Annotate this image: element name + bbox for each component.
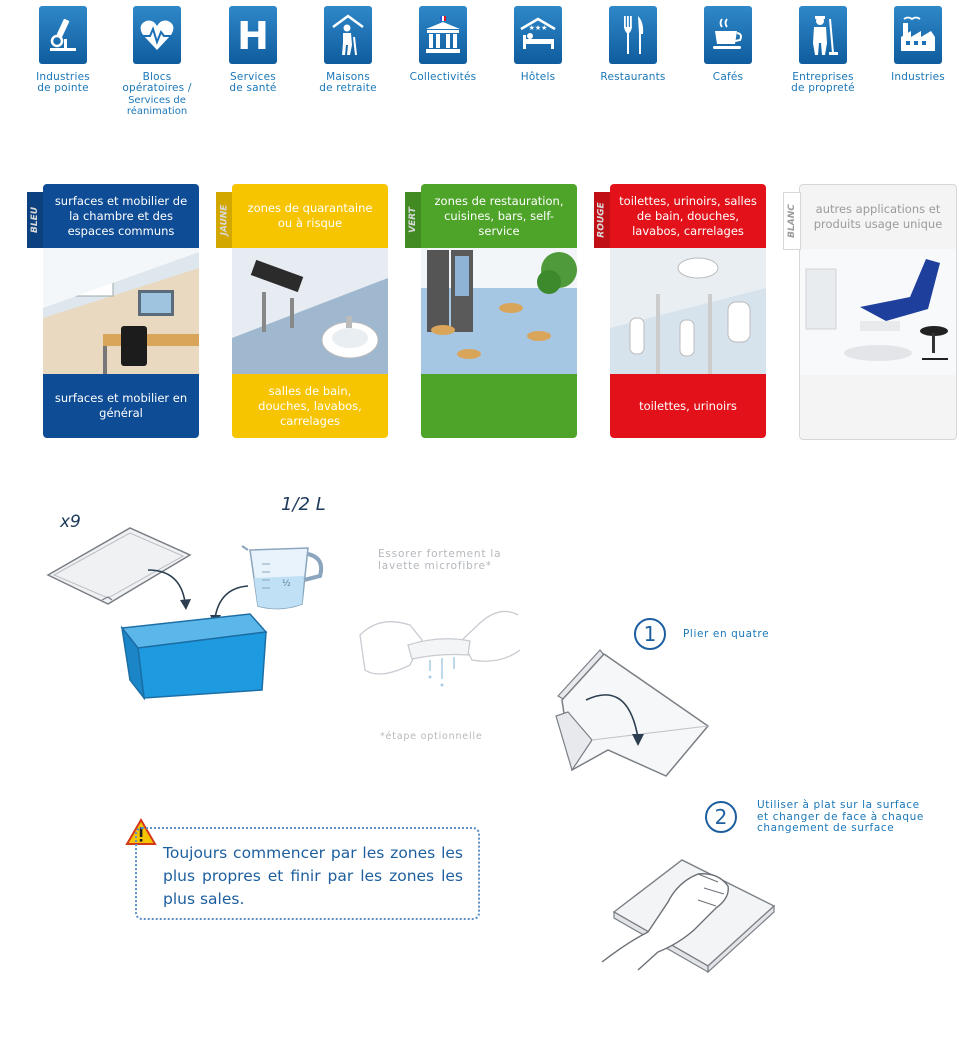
sector-7 xyxy=(588,6,678,83)
jug-mark: ½ xyxy=(282,579,291,589)
sector-8 xyxy=(683,6,773,83)
sector-label: Industries de pointe xyxy=(36,71,90,94)
sector-6 xyxy=(493,6,583,83)
optional-step-note: *étape optionnelle xyxy=(380,731,483,742)
folded-cloth-illustration xyxy=(548,640,718,800)
color-card-rouge xyxy=(610,184,766,438)
volume-label: 1/2 L xyxy=(281,494,326,515)
card-scene-image xyxy=(421,248,577,374)
card-scene-image xyxy=(610,248,766,374)
card-scene-image xyxy=(43,248,199,374)
sector-4 xyxy=(303,6,393,94)
sector-1 xyxy=(18,6,108,94)
card-scene-image xyxy=(800,249,956,375)
sector-2 xyxy=(112,6,202,117)
card-tag: BLEU xyxy=(27,192,43,248)
sector-label: Collectivités xyxy=(409,71,477,83)
card-bottom-text xyxy=(421,374,577,438)
fork-knife-icon xyxy=(609,6,657,64)
cloth-bucket-illustration xyxy=(40,520,340,710)
warning-text: Toujours commencer par les zones les plus propres et finir par les zones les plus sales. xyxy=(163,844,463,908)
sector-9 xyxy=(778,6,868,94)
svg-text:★★★: ★★★ xyxy=(528,24,548,32)
svg-text:H: H xyxy=(237,15,269,55)
card-bottom-text xyxy=(800,375,956,439)
card-top-text: zones de quarantaine ou à risque xyxy=(247,201,373,230)
card-bottom-text: salles de bain, douches, lavabos, carrelages xyxy=(258,383,362,428)
hotel-bed-icon xyxy=(514,6,562,64)
wring-instruction: Essorer fortement la lavette microfibre* xyxy=(378,548,502,572)
sector-label: Cafés xyxy=(712,71,744,83)
color-card-jaune xyxy=(232,184,388,438)
card-tag: JAUNE xyxy=(216,192,232,248)
card-top-text: zones de restauration, cuisines, bars, self-service xyxy=(434,193,564,238)
sector-3 xyxy=(208,6,298,94)
microscope-icon xyxy=(39,6,87,64)
color-card-vert xyxy=(421,184,577,438)
hand-on-cloth-illustration xyxy=(598,852,778,982)
elderly-person-icon xyxy=(324,6,372,64)
coffee-cup-icon xyxy=(704,6,752,64)
step-2-number: 2 xyxy=(705,801,737,833)
card-top-text: surfaces et mobilier de la chambre et des espaces communs xyxy=(54,193,188,238)
cleaning-worker-icon xyxy=(799,6,847,64)
sector-label: Restaurants xyxy=(600,71,666,83)
wringing-hands-illustration xyxy=(350,595,530,695)
sector-5 xyxy=(398,6,488,83)
card-tag: VERT xyxy=(405,192,421,248)
factory-icon xyxy=(894,6,942,64)
sector-label: Hôtels xyxy=(520,71,556,83)
color-card-bleu xyxy=(43,184,199,438)
sector-label: Entreprises de propreté xyxy=(791,71,855,94)
sector-label: Industries xyxy=(891,71,945,83)
microfiber-cloth-icon xyxy=(48,528,190,604)
measuring-jug-icon xyxy=(242,546,321,609)
quantity-label: x9 xyxy=(60,512,81,532)
sector-10 xyxy=(873,6,963,83)
step-2-text: Utiliser à plat sur la surface et changer de face à chaque changement de surface xyxy=(757,799,924,834)
card-top-text: autres applications et produits usage unique xyxy=(813,202,943,231)
card-tag: BLANC xyxy=(783,192,801,250)
card-bottom-text: toilettes, urinoirs xyxy=(639,398,737,413)
sector-label: Maisons de retraite xyxy=(319,71,377,94)
sector-label: Services de santé xyxy=(229,71,277,94)
sector-label: Blocs opératoires / xyxy=(122,71,192,94)
public-building-icon xyxy=(419,6,467,64)
card-tag: ROUGE xyxy=(594,192,610,248)
card-scene-image xyxy=(232,248,388,374)
card-bottom-text: surfaces et mobilier en général xyxy=(54,391,188,420)
step-1-text: Plier en quatre xyxy=(683,628,770,640)
sector-sublabel: Services de réanimation xyxy=(126,95,188,117)
step-1-number: 1 xyxy=(634,618,666,650)
card-top-text: toilettes, urinoirs, salles de bain, douches, lavabos, carrelages xyxy=(619,193,757,238)
hospital-h-icon xyxy=(229,6,277,64)
color-card-blanc xyxy=(799,184,957,440)
heart-pulse-icon xyxy=(133,6,181,64)
blue-bucket-icon xyxy=(122,614,266,698)
